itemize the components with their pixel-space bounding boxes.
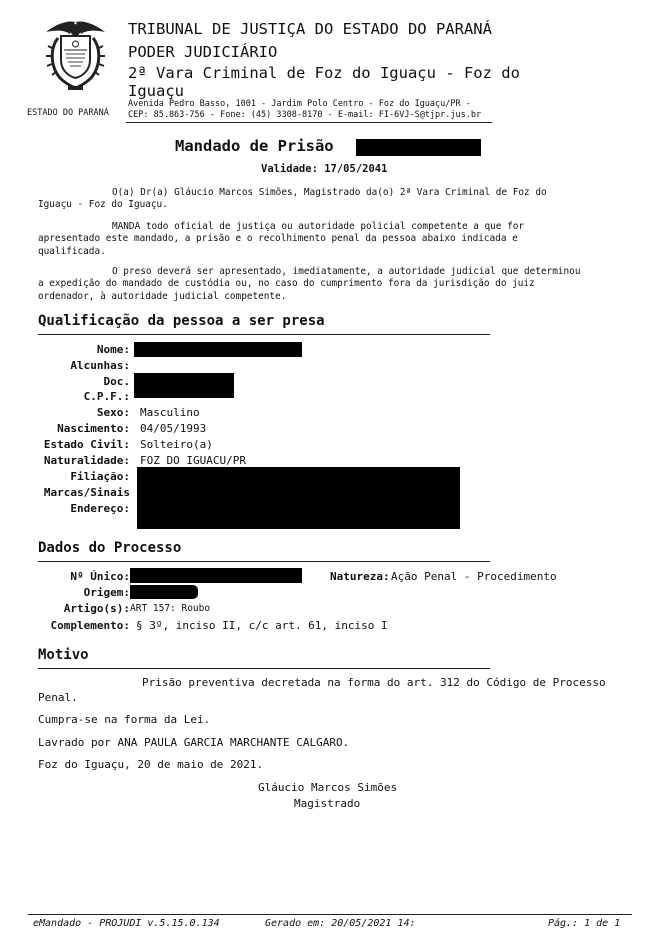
vara-name-line2: Iguaçu bbox=[128, 82, 184, 100]
document-title: Mandado de Prisão bbox=[175, 137, 334, 155]
order-paragraph: MANDA todo oficial de justiça ou autoridade policial competente a que for apresentado este mandado, a prisão e o recolhimento penal da pessoa abaixo indicada e qualificada. bbox=[38, 221, 525, 257]
presentation-paragraph: O preso deverá ser apresentado, imediatamente, a autoridade judicial que determinou a expedição do mandado de custódia ou, no caso do cumprimento fora da jurisdição do juiz ordenador, à autoridade judicial competente. bbox=[38, 266, 581, 302]
lavrado-por: Lavrado por ANA PAULA GARCIA MARCHANTE CALGARO. bbox=[38, 736, 350, 749]
redacted-name bbox=[134, 342, 302, 357]
value-naturalidade: FOZ DO IGUACU/PR bbox=[140, 454, 246, 467]
redacted-process-number bbox=[130, 568, 302, 583]
redacted-doc bbox=[134, 373, 234, 398]
header-rule bbox=[126, 122, 492, 123]
parana-coat-of-arms bbox=[38, 18, 113, 98]
signer-name: Gláucio Marcos Simões bbox=[258, 781, 398, 794]
label-endereco: Endereço: bbox=[70, 502, 130, 515]
vara-name-line1: 2ª Vara Criminal de Foz do Iguaçu - Foz do bbox=[128, 64, 520, 82]
redacted-filiation-address bbox=[137, 467, 460, 529]
signer-role: Magistrado bbox=[294, 797, 361, 810]
label-marcas: Marcas/Sinais bbox=[43, 486, 130, 499]
address-line1: Avenida Pedro Basso, 1001 - Jardim Polo Centro - Foz do Iguaçu/PR - bbox=[128, 99, 471, 109]
value-natureza: Ação Penal - Procedimento bbox=[391, 570, 557, 583]
label-nascimento: Nascimento: bbox=[57, 422, 130, 435]
label-doc: Doc. bbox=[103, 375, 130, 388]
label-origem: Origem: bbox=[83, 586, 130, 599]
footer-system: eMandado - PROJUDI v.5.15.0.134 bbox=[33, 918, 220, 929]
process-section-heading: Dados do Processo bbox=[38, 540, 182, 556]
footer-page: Pág.: 1 de 1 bbox=[548, 918, 621, 929]
label-naturalidade: Naturalidade: bbox=[43, 454, 130, 467]
process-section-rule bbox=[38, 561, 490, 562]
place-date: Foz do Iguaçu, 20 de maio de 2021. bbox=[38, 758, 264, 771]
branch-name: PODER JUDICIÁRIO bbox=[128, 43, 278, 61]
label-sexo: Sexo: bbox=[96, 406, 130, 419]
footer-rule bbox=[28, 914, 632, 915]
label-alcunhas: Alcunhas: bbox=[70, 359, 130, 372]
footer-generated: Gerado em: 20/05/2021 14: bbox=[265, 918, 416, 929]
validity: Validade: 17/05/2041 bbox=[261, 163, 388, 175]
label-estado-civil: Estado Civil: bbox=[43, 438, 130, 451]
value-estado-civil: Solteiro(a) bbox=[140, 438, 213, 451]
person-section-rule bbox=[38, 334, 490, 335]
person-section-heading: Qualificação da pessoa a ser presa bbox=[38, 313, 325, 329]
value-nascimento: 04/05/1993 bbox=[140, 422, 207, 435]
value-sexo: Masculino bbox=[140, 406, 200, 419]
motivo-line2: Penal. bbox=[38, 691, 78, 704]
intro-paragraph: O(a) Dr(a) Gláucio Marcos Simões, Magistrado da(o) 2ª Vara Criminal de Foz do Iguaçu - Foz do Iguaçu. bbox=[38, 187, 547, 211]
label-artigo: Artigo(s): bbox=[63, 602, 130, 615]
label-cpf: C.P.F.: bbox=[83, 390, 130, 403]
label-nome: Nome: bbox=[96, 343, 130, 356]
redacted-warrant-number bbox=[356, 139, 481, 156]
label-filiacao: Filiação: bbox=[70, 470, 130, 483]
redacted-origin bbox=[130, 585, 198, 599]
court-name: TRIBUNAL DE JUSTIÇA DO ESTADO DO PARANÁ bbox=[128, 20, 492, 38]
value-complemento: § 3º, inciso II, c/c art. 61, inciso I bbox=[136, 619, 388, 632]
value-artigo: ART 157: Roubo bbox=[130, 603, 211, 614]
motivo-heading: Motivo bbox=[38, 647, 89, 663]
label-natureza: Natureza: bbox=[330, 570, 390, 583]
label-numero-unico: Nº Único: bbox=[70, 570, 130, 583]
motivo-line1: Prisão preventiva decretada na forma do art. 312 do Código de Processo bbox=[142, 676, 606, 689]
cumpra-se: Cumpra-se na forma da Lei. bbox=[38, 713, 211, 726]
state-label: ESTADO DO PARANÁ bbox=[27, 108, 109, 118]
label-complemento: Complemento: bbox=[50, 619, 130, 632]
motivo-rule bbox=[38, 668, 490, 669]
address-line2: CEP: 85.863-756 - Fone: (45) 3308-8170 - E-mail: FI-6VJ-S@tjpr.jus.br bbox=[128, 110, 482, 120]
